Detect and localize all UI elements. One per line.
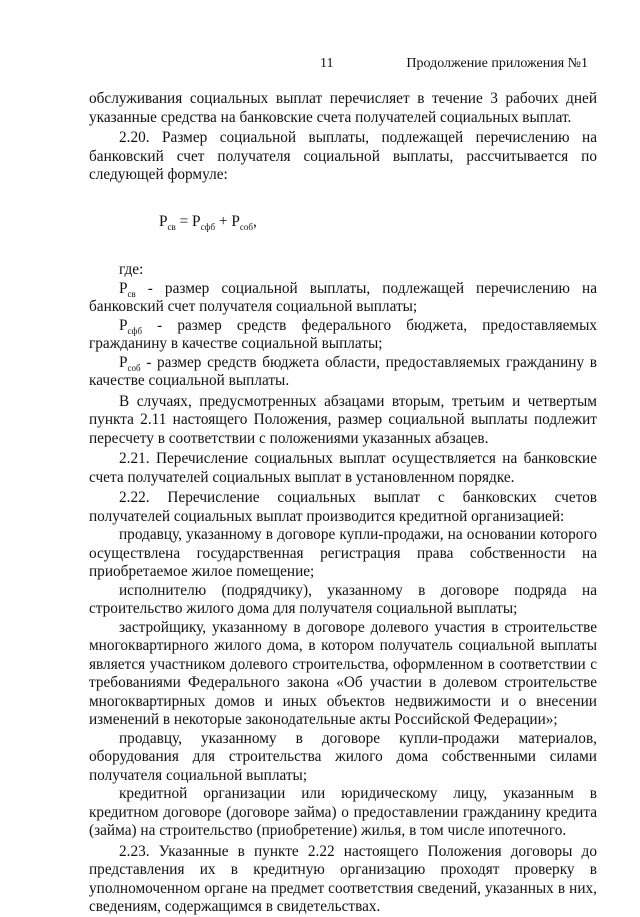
paragraph: В случаях, предусмотренных абзацами вторым, третьим и четвертым пункта 2.11 настоящего Положения, размер социальной выплаты подлежит пересчету в соответствии с положениями указанных абзацев. <box>89 392 597 447</box>
formula: $Р_{св} = Р_{сфб} + Р_{соб}$, <box>159 212 257 232</box>
list-item: застройщику, указанному в договоре долевого участия в строительстве многоквартирного жилого дома, в котором получатель социальной выплаты является участником долевого строительства, оформленном в соответствии с требованиями Федерального закона «Об участии в долевом строительстве многоквартирных домов и иных объектов недвижимости и о внесении изменений в некоторые законодательные акты Российской Федерации»; <box>89 618 597 728</box>
paragraph-2-22: 2.22. Перечисление социальных выплат с банковских счетов получателей социальных выплат производится кредитной организацией: <box>89 489 597 525</box>
document-body <box>89 90 597 917</box>
page-header <box>0 56 640 80</box>
paragraph-2-21: 2.21. Перечисление социальных выплат осуществляется на банковские счета получателей социальных выплат в установленном порядке. <box>89 450 597 486</box>
list-item: продавцу, указанному в договоре купли-продажи, на основании которого осуществлена государственная регистрация права собственности на приобретаемое жилое помещение; <box>89 526 597 580</box>
paragraph: обслуживания социальных выплат перечисляет в течение 3 рабочих дней указанные средства на банковские счета получателей социальных выплат. <box>89 90 597 126</box>
list-item: продавцу, указанному в договоре купли-продажи материалов, оборудования для строительства жилого дома собственными силами получателя социальной выплаты; <box>89 729 597 784</box>
paragraph-2-20: 2.20. Размер социальной выплаты, подлежащей перечислению на банковский счет получателя социальной выплаты, рассчитывается по следующей формуле: <box>89 129 597 183</box>
list-item: исполнителю (подрядчику), указанному в договоре подряда на строительство жилого дома для получателя социальной выплаты; <box>89 581 597 617</box>
definition-p-sfb: $Р_{сфб}$ - размер средств федерального бюджета, предоставляемых гражданину в качестве социальной выплаты; <box>89 316 597 352</box>
continuation-label: Продолжение приложения №1 <box>406 56 588 71</box>
list-item: кредитной организации или юридическому лицу, указанным в кредитном договоре (договоре займа) о предоставлении гражданину кредита (займа) на строительство (приобретение) жилья, в том числе ипотечного. <box>89 785 597 839</box>
paragraph-where: где: <box>119 261 144 278</box>
page-number: 11 <box>320 56 334 71</box>
paragraph-2-23: 2.23. Указанные в пункте 2.22 настоящего Положения договоры до представления их в кредитную организацию проходят проверку в уполномоченном органе на предмет соответствия сведений, указанных в них, сведениям, содержащимся в свидетельствах. <box>89 842 597 915</box>
definition-p-sob: $Р_{соб}$ - размер средств бюджета области, предоставляемых гражданину в качестве социальной выплаты. <box>89 353 597 389</box>
definition-p-sv: $Р_{св}$ - размер социальной выплаты, подлежащей перечислению на банковский счет получателя социальной выплаты; <box>89 279 597 315</box>
